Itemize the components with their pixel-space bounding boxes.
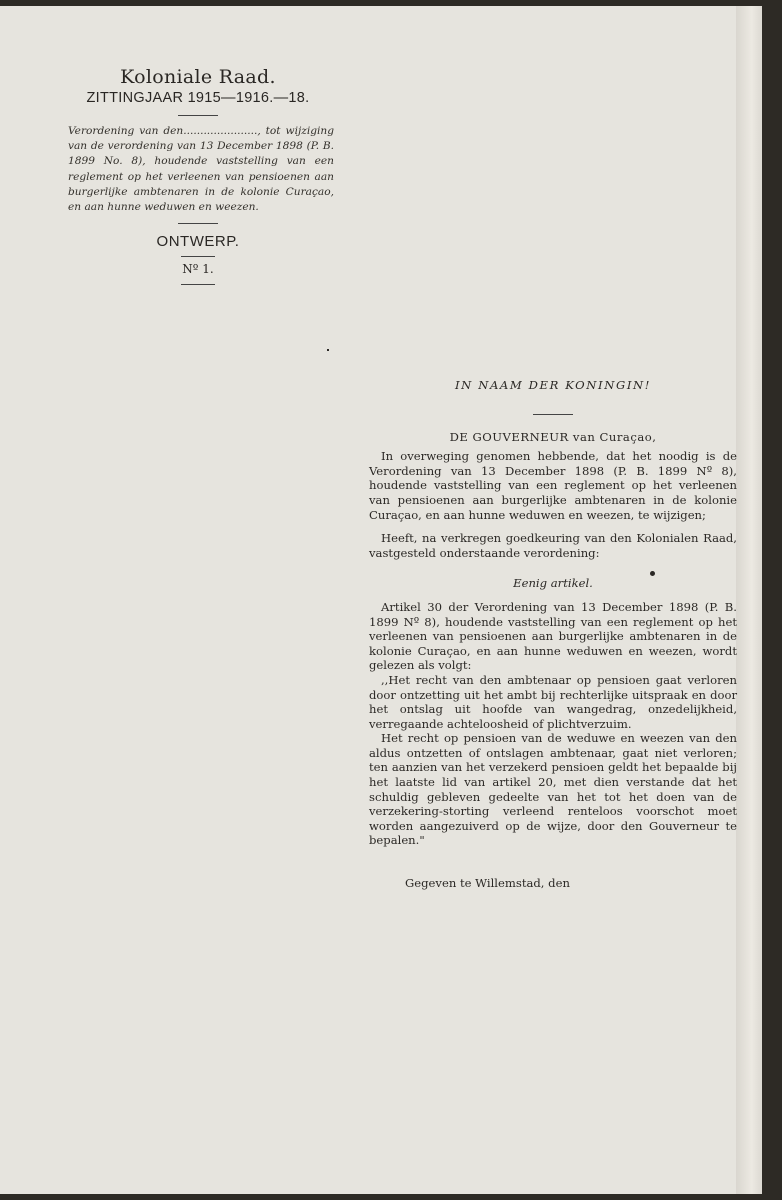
article-quote-paragraph: Het recht op pensioen van de weduwe en weezen van den aldus ontzetten of ontslagen ambtenaar, gaat niet verloren; ten aanzien van het verzekerd pensioen geldt het bepaalde bij het laatste lid van artikel 20, met dien verstande dat het schuldig gebleven gedeelte van het tot het doen van de verzekering-storting verleend renteloos voorschot moet worden aangezuiverd op de wijze, door den Gouverneur te bepalen." bbox=[369, 731, 737, 848]
article-quote-paragraph: ,,Het recht van den ambtenaar op pensioen gaat verloren door ontzetting uit het ambt bij rechterlijke uitspraak en door het ontslag uit hoofde van wangedrag, onzedelijkheid, verregaande achteloosheid of plichtverzuim. bbox=[369, 672, 737, 731]
book-spine-edge bbox=[736, 6, 762, 1194]
session-year: ZITTINGJAAR 1915—1916.—18. bbox=[86, 90, 310, 106]
document-page bbox=[0, 6, 762, 1194]
divider bbox=[533, 414, 573, 415]
draft-number: Nº 1. bbox=[182, 262, 214, 277]
divider bbox=[178, 115, 218, 116]
article-title: Eenig artikel. bbox=[513, 576, 593, 591]
divider bbox=[181, 284, 215, 285]
header-block bbox=[62, 66, 334, 285]
draft-label: ONTWERP. bbox=[156, 233, 240, 251]
governor-heading: DE GOUVERNEUR van Curaçao, bbox=[449, 429, 657, 444]
ink-speck bbox=[327, 349, 329, 351]
enactment-paragraph: Heeft, na verkregen goedkeuring van den Kolonialen Raad, vastgesteld onderstaande verordening: bbox=[369, 531, 737, 560]
divider bbox=[178, 223, 218, 224]
considering-paragraph: In overweging genomen hebbende, dat het noodig is de Verordening van 13 December 1898 (P. B. 1899 Nº 8), houdende vaststelling van een reglement op het verleenen van pensioenen aan burgerlijke ambtenaren in de kolonie Curaçao, en aan hunne weduwen en weezen, te wijzigen; bbox=[369, 449, 737, 522]
invocation: IN NAAM DER KONINGIN! bbox=[455, 378, 651, 392]
ordinance-summary: Verordening van den......................, tot wijziging van de verordening van 13 December 1898 (P. B. 1899 No. 8), houdende vaststelling van een reglement op het verleenen van pensioenen aan burgerlijke ambtenaren in de kolonie Curaçao, en aan hunne weduwen en weezen. bbox=[68, 125, 334, 214]
divider bbox=[181, 256, 215, 257]
given-at-line: Gegeven te Willemstad, den bbox=[405, 876, 570, 891]
article-intro: Artikel 30 der Verordening van 13 December 1898 (P. B. 1899 Nº 8), houdende vaststelling van een reglement op het verleenen van pensioenen aan burgerlijke ambtenaren in de kolonie Curaçao, en aan hunne weduwen en weezen, wordt gelezen als volgt: bbox=[369, 599, 737, 673]
ink-dot bbox=[650, 571, 655, 576]
decree-body bbox=[369, 378, 737, 891]
council-title: Koloniale Raad. bbox=[120, 66, 276, 88]
